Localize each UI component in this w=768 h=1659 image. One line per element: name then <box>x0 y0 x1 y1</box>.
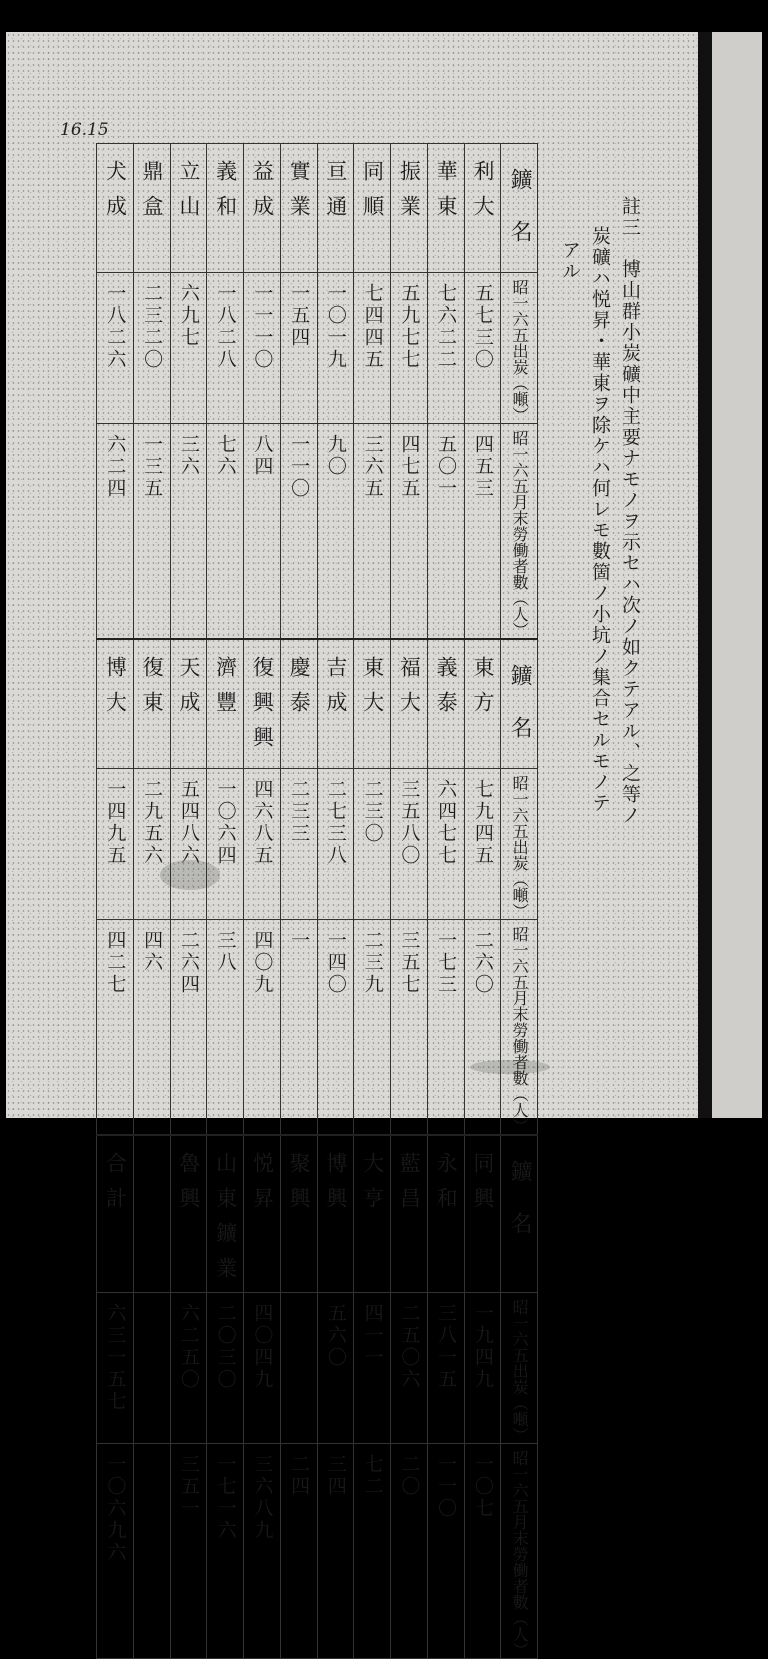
table-cell <box>354 1135 391 1293</box>
output-value: 一五四 <box>288 283 311 349</box>
table-cell <box>427 273 464 424</box>
column-header <box>501 769 538 920</box>
mine-name: 吉成 <box>323 656 348 726</box>
table-cell <box>354 144 391 273</box>
table-cell <box>133 1135 170 1293</box>
mine-name: 博興 <box>323 1152 348 1222</box>
page-number: 16.15 <box>60 120 109 140</box>
table-cell <box>391 273 428 424</box>
output-value: 五六〇 <box>324 1303 347 1369</box>
table-row <box>97 273 538 424</box>
table-cell <box>354 1444 391 1659</box>
mine-name: 復東 <box>140 656 165 726</box>
table-cell <box>97 639 134 769</box>
workers-value: 二三九 <box>361 930 384 996</box>
output-value: 一一一〇 <box>251 283 274 371</box>
table-cell <box>244 920 281 1136</box>
column-header <box>501 424 538 640</box>
workers-value: 九〇 <box>324 434 347 478</box>
facing-page-edge <box>712 32 762 1118</box>
output-value: 二五〇六 <box>398 1303 421 1391</box>
table-cell <box>427 1444 464 1659</box>
table-cell <box>244 273 281 424</box>
table-cell <box>207 1135 244 1293</box>
output-value: 一九四九 <box>471 1303 494 1391</box>
output-value: 二〇三〇 <box>214 1303 237 1391</box>
output-value: 六九七 <box>177 283 200 349</box>
table-cell <box>391 144 428 273</box>
table-cell <box>427 144 464 273</box>
mine-name: 合計 <box>103 1152 128 1222</box>
header-workers: 昭一六五月末勞働者數（人） <box>510 926 530 1134</box>
output-value: 二三二〇 <box>141 283 164 371</box>
output-value: 四〇四九 <box>251 1303 274 1391</box>
column-header <box>501 1293 538 1444</box>
table-cell <box>133 424 170 640</box>
table-cell <box>133 1293 170 1444</box>
mine-name: 山東鑛業 <box>213 1152 238 1292</box>
table-cell <box>207 639 244 769</box>
mine-table <box>96 143 538 1659</box>
table-cell <box>170 424 207 640</box>
table-cell <box>170 1135 207 1293</box>
table-row <box>97 424 538 640</box>
workers-value: 二六〇 <box>471 930 494 996</box>
header-workers: 昭一六五月末勞働者數（人） <box>510 430 530 638</box>
workers-value: 三六五 <box>361 434 384 500</box>
mine-name: 益成 <box>250 160 275 230</box>
table-cell <box>464 920 501 1136</box>
table-cell <box>244 1444 281 1659</box>
table-cell <box>133 639 170 769</box>
mine-name: 亘通 <box>323 160 348 230</box>
workers-value: 二〇 <box>398 1454 421 1498</box>
table-cell <box>317 920 354 1136</box>
table-cell <box>97 1444 134 1659</box>
workers-value: 一四〇 <box>324 930 347 996</box>
table-cell <box>97 273 134 424</box>
table-row <box>97 1444 538 1659</box>
table-cell <box>207 1293 244 1444</box>
workers-value: 一七一六 <box>214 1454 237 1542</box>
table-cell <box>170 769 207 920</box>
table-cell <box>391 1135 428 1293</box>
table-cell <box>207 273 244 424</box>
workers-value: 一 <box>288 930 311 952</box>
table-cell <box>464 1444 501 1659</box>
table-cell <box>133 144 170 273</box>
output-value: 一四九五 <box>104 779 127 867</box>
table-cell <box>317 639 354 769</box>
column-header <box>501 1135 538 1293</box>
header-output: 昭一六五出炭（噸） <box>510 775 530 919</box>
table-cell <box>391 1293 428 1444</box>
table-cell <box>427 1135 464 1293</box>
table-cell <box>170 920 207 1136</box>
workers-value: 二四 <box>288 1454 311 1498</box>
mine-name: 犬成 <box>103 160 128 230</box>
output-value: 四一一 <box>361 1303 384 1369</box>
table-cell <box>391 920 428 1136</box>
table-cell <box>133 273 170 424</box>
table-cell <box>244 144 281 273</box>
table-cell <box>280 1135 317 1293</box>
table-cell <box>170 1293 207 1444</box>
table-cell <box>170 144 207 273</box>
mine-name: 同順 <box>360 160 385 230</box>
table-row <box>97 920 538 1136</box>
header-output: 昭一六五出炭（噸） <box>510 279 530 423</box>
table-cell <box>427 1293 464 1444</box>
workers-value: 四五三 <box>471 434 494 500</box>
note-line-3: アル <box>559 240 581 282</box>
table-cell <box>97 424 134 640</box>
table-row <box>97 639 538 769</box>
table-cell <box>464 639 501 769</box>
table-cell <box>280 1293 317 1444</box>
mine-name: 鼎盒 <box>140 160 165 230</box>
mine-name: 同興 <box>470 1152 495 1222</box>
table-cell <box>280 639 317 769</box>
table-cell <box>317 424 354 640</box>
mine-name: 濟豐 <box>213 656 238 726</box>
mine-name: 博大 <box>103 656 128 726</box>
mine-name: 藍昌 <box>397 1152 422 1222</box>
output-value: 一八二八 <box>214 283 237 371</box>
table-row <box>97 1135 538 1293</box>
output-value: 二三三 <box>288 779 311 845</box>
mine-name: 悦昇 <box>250 1152 275 1222</box>
workers-value: 一三五 <box>141 434 164 500</box>
workers-value: 三四 <box>324 1454 347 1498</box>
table-cell <box>317 1135 354 1293</box>
table-cell <box>280 424 317 640</box>
table-cell <box>244 639 281 769</box>
table-cell <box>207 424 244 640</box>
table-cell <box>317 1444 354 1659</box>
mine-name: 東方 <box>470 656 495 726</box>
table-cell <box>170 639 207 769</box>
workers-value: 二六四 <box>177 930 200 996</box>
table-cell <box>133 1444 170 1659</box>
table-cell <box>427 424 464 640</box>
note-line-1: 註三 博山群小炭礦中主要ナモノヲ示セハ次ノ如クテアル、之等ノ <box>619 196 641 826</box>
workers-value: 四六 <box>141 930 164 974</box>
paper-smudge <box>160 860 220 890</box>
workers-value: 八四 <box>251 434 274 478</box>
table-cell <box>464 424 501 640</box>
table-cell <box>280 273 317 424</box>
workers-value: 七二 <box>361 1454 384 1498</box>
output-value: 三八一五 <box>435 1303 458 1391</box>
output-value: 一八二六 <box>104 283 127 371</box>
output-value: 七九四五 <box>471 779 494 867</box>
output-value: 五七三〇 <box>471 283 494 371</box>
paper-smudge <box>470 1060 550 1074</box>
mine-name: 聚興 <box>287 1152 312 1222</box>
output-value: 二九五六 <box>141 779 164 867</box>
workers-value: 五〇一 <box>435 434 458 500</box>
table-cell <box>354 424 391 640</box>
mine-name: 天成 <box>176 656 201 726</box>
table-cell <box>427 769 464 920</box>
workers-value: 三六 <box>177 434 200 478</box>
output-value: 一〇一九 <box>324 283 347 371</box>
mine-name: 大亨 <box>360 1152 385 1222</box>
table-cell <box>354 769 391 920</box>
workers-value: 一一〇 <box>435 1454 458 1520</box>
mine-name: 立山 <box>176 160 201 230</box>
header-mine: 鑛名 <box>507 664 533 768</box>
binding-shadow <box>698 32 712 1118</box>
table-cell <box>317 1293 354 1444</box>
table-cell <box>207 920 244 1136</box>
table-cell <box>280 144 317 273</box>
table-cell <box>133 769 170 920</box>
table-cell <box>354 273 391 424</box>
workers-value: 六二四 <box>104 434 127 500</box>
workers-value: 四七五 <box>398 434 421 500</box>
table-cell <box>97 144 134 273</box>
mine-name: 復興興 <box>250 656 275 761</box>
table-cell <box>317 769 354 920</box>
table-cell <box>207 144 244 273</box>
workers-value: 四二七 <box>104 930 127 996</box>
workers-value: 三六八九 <box>251 1454 274 1542</box>
table-cell <box>207 1444 244 1659</box>
workers-value: 七六 <box>214 434 237 478</box>
workers-value: 一〇七 <box>471 1454 494 1520</box>
output-value: 五四八六 <box>177 779 200 867</box>
table-cell <box>97 1293 134 1444</box>
table-cell <box>354 639 391 769</box>
output-value: 二七三八 <box>324 779 347 867</box>
table-cell <box>244 424 281 640</box>
workers-value: 一七三 <box>435 930 458 996</box>
mine-name: 義泰 <box>434 656 459 726</box>
mine-name: 魯興 <box>176 1152 201 1222</box>
table-cell <box>97 769 134 920</box>
mine-name: 永和 <box>434 1152 459 1222</box>
mine-name: 東大 <box>360 656 385 726</box>
table-row <box>97 769 538 920</box>
table-cell <box>244 769 281 920</box>
table-cell <box>464 1135 501 1293</box>
table-row <box>97 144 538 273</box>
table-cell <box>354 920 391 1136</box>
workers-value: 三五一 <box>177 1454 200 1520</box>
output-value: 三五八〇 <box>398 779 421 867</box>
header-mine: 鑛名 <box>507 1160 533 1264</box>
header-output: 昭一六五出炭（噸） <box>510 1299 530 1443</box>
column-header <box>501 144 538 273</box>
output-value: 四六八五 <box>251 779 274 867</box>
mine-name: 義和 <box>213 160 238 230</box>
table-cell <box>391 1444 428 1659</box>
table-cell <box>280 769 317 920</box>
workers-value: 三八 <box>214 930 237 974</box>
mine-name: 實業 <box>287 160 312 230</box>
table-cell <box>170 1444 207 1659</box>
table-cell <box>170 273 207 424</box>
mine-name: 慶泰 <box>287 656 312 726</box>
table-cell <box>207 769 244 920</box>
column-header <box>501 1444 538 1659</box>
workers-value: 四〇九 <box>251 930 274 996</box>
column-header <box>501 920 538 1136</box>
table-cell <box>391 769 428 920</box>
table-cell <box>244 1135 281 1293</box>
table-cell <box>464 273 501 424</box>
table-cell <box>427 639 464 769</box>
table-cell <box>464 1293 501 1444</box>
table-cell <box>317 273 354 424</box>
column-header <box>501 273 538 424</box>
workers-value: 一〇六九六 <box>104 1454 127 1564</box>
output-value: 一〇六四 <box>214 779 237 867</box>
note-line-2: 炭礦ハ悦昇・華東ヲ除ケハ何レモ數箇ノ小坑ノ集合セルモノテ <box>589 226 611 814</box>
table-cell <box>97 1135 134 1293</box>
table-cell <box>244 1293 281 1444</box>
table-cell <box>280 920 317 1136</box>
output-value: 五九七七 <box>398 283 421 371</box>
mine-name: 福大 <box>397 656 422 726</box>
mine-name: 振業 <box>397 160 422 230</box>
output-value: 六四七七 <box>435 779 458 867</box>
workers-value: 三五七 <box>398 930 421 996</box>
column-header <box>501 639 538 769</box>
header-workers: 昭一六五月末勞働者數（人） <box>510 1450 530 1658</box>
table-cell <box>464 144 501 273</box>
table-cell <box>133 920 170 1136</box>
table-cell <box>317 144 354 273</box>
table-cell <box>391 639 428 769</box>
table-cell <box>280 1444 317 1659</box>
output-value: 七六二二 <box>435 283 458 371</box>
output-value: 六三一五七 <box>104 1303 127 1413</box>
table-cell <box>464 769 501 920</box>
table-row <box>97 1293 538 1444</box>
mine-name: 利大 <box>470 160 495 230</box>
table-cell <box>97 920 134 1136</box>
output-value: 七四四五 <box>361 283 384 371</box>
table-cell <box>391 424 428 640</box>
header-mine: 鑛名 <box>507 168 533 272</box>
output-value: 六二五〇 <box>177 1303 200 1391</box>
mine-name: 華東 <box>434 160 459 230</box>
table-cell <box>427 920 464 1136</box>
workers-value: 一一〇 <box>288 434 311 500</box>
table-cell <box>354 1293 391 1444</box>
output-value: 二三〇 <box>361 779 384 845</box>
